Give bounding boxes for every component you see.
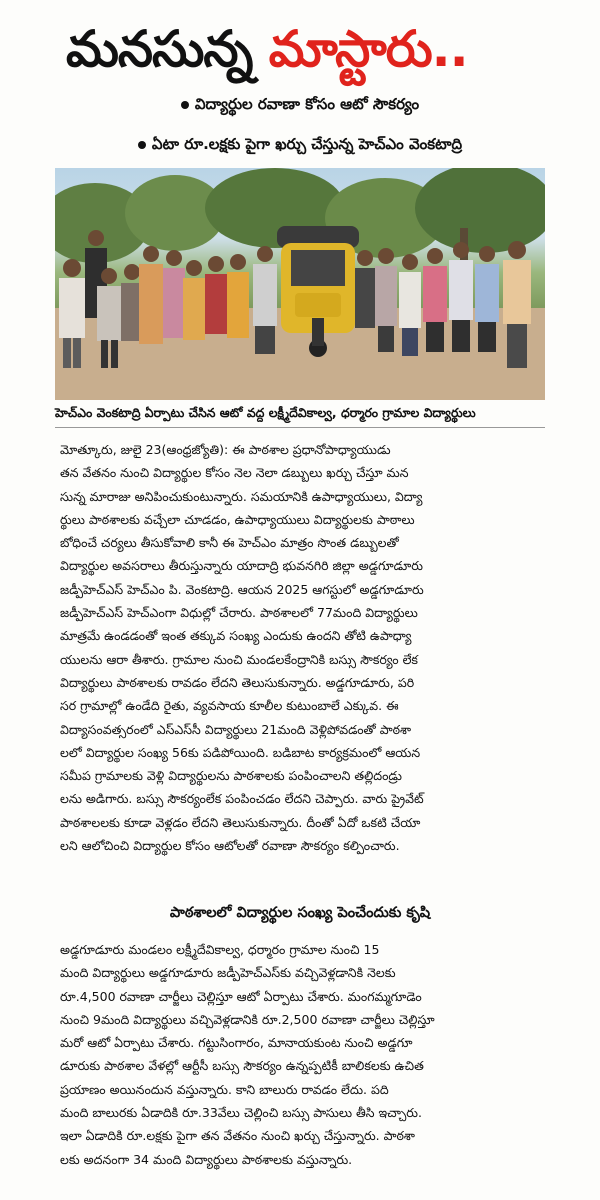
bullet-1 [0, 95, 600, 117]
text-line: యులను ఆరా తీశారు. గ్రామాల నుంచి మండలకేంద్రానికి బస్సు సౌకర్యం లేక [60, 651, 418, 667]
article-photo [55, 168, 545, 400]
headline [66, 14, 536, 84]
text-line: ప్రయాణం అయినందున వస్తున్నారు. కాని బాలురు రావడం లేదు. పది [60, 1081, 389, 1097]
text-line: మంది బాలురకు ఏడాదికి రూ.33వేలు చెల్లించి బస్సు పాసులు తీసి ఇచ్చారు. [60, 1105, 422, 1121]
text-line: లని ఆలోచించి విద్యార్థుల కోసం ఆటోలతో రవాణా సౌకర్యం కల్పించారు. [60, 838, 400, 854]
bullet-2 [0, 135, 600, 157]
bullet-dot-icon [181, 101, 189, 109]
bullet-1-text: విద్యార్థుల రవాణా కోసం ఆటో సౌకర్యం [194, 95, 420, 113]
text-line: జడ్పీహెచ్‌ఎస్ హెచ్‌ఎం పి. వెంకటాద్రి. ఆయన 2025 ఆగస్టులో అడ్డగూడూరు [60, 581, 424, 597]
photo-caption: హెచ్‌ఎం వెంకటాద్రి ఏర్పాటు చేసిన ఆటో వద్ద లక్ష్మీదేవికాల్వ, ధర్మారం గ్రామాల విద్యార్థులు [55, 405, 545, 428]
text-line: రూ.4,500 రవాణా చార్జీలు చెల్లిస్తూ ఆటో ఏర్పాటు చేశారు. మంగమ్మగూడెం [60, 988, 422, 1004]
text-line: విద్యాసంవత్సరంలో ఎస్ఎస్‌సీ విద్యార్థులు 21మంది వెళ్లిపోవడంతో పాఠశా [60, 721, 412, 737]
text-line: సమీప గ్రామాలకు వెళ్లి విద్యార్థులను పాఠశాలకు పంపించాలని తల్లిదండ్రు [60, 768, 402, 784]
text-line: తన వేతనం నుంచి విద్యార్థుల కోసం నెల నెలా డబ్బులు ఖర్చు చేస్తూ మన [60, 465, 409, 481]
headline-black-part: మనసున్న [66, 20, 253, 78]
article-paragraph-2 [60, 938, 546, 1171]
text-line: జడ్పీహెచ్‌ఎస్ హెచ్‌ఎంగా విధుల్లో చేరారు. పాఠశాలలో 77మంది విద్యార్థులు [60, 605, 418, 621]
bullet-2-text: ఏటా రూ.లక్షకు పైగా ఖర్చు చేస్తున్న హెచ్‌ఎం వెంకటాద్రి [151, 135, 463, 153]
bullet-dot-icon [138, 141, 146, 149]
text-line: ర్థులు పాఠశాలకు వచ్చేలా చూడడం, ఉపాధ్యాయులు విద్యార్థులకు పాఠాలు [60, 511, 415, 527]
photo-illustration [55, 168, 545, 400]
text-line: సున్న మారాజు అనిపించుకుంటున్నారు. సమయానికి ఉపాధ్యాయులు, విద్యా [60, 488, 423, 504]
text-line: లకు అదనంగా 34 మంది విద్యార్థులు పాఠశాలకు వస్తున్నారు. [60, 1151, 353, 1167]
text-line: నుంచి 9మంది విద్యార్థులు వచ్చివెళ్లడానికి రూ.2,500 రవాణా చార్జీలు చెల్లిస్తూ [60, 1011, 435, 1027]
text-line: మరో ఆటో ఏర్పాటు చేశారు. గట్టుసింగారం, మానాయకుంట నుంచి అడ్డగూ [60, 1035, 413, 1051]
text-line: లను అడిగారు. బస్సు సౌకర్యంలేక పంపించడం లేదని చెప్పారు. వారు ప్రైవేట్ [60, 791, 424, 807]
text-line: మాత్రమే ఉండడంతో ఇంత తక్కువ సంఖ్య ఎందుకు ఉందని తోటి ఉపాధ్యా [60, 628, 412, 644]
text-line: ఇలా ఏడాదికి రూ.లక్షకు పైగా తన వేతనం నుంచి ఖర్చు చేస్తున్నారు. పాఠశా [60, 1128, 415, 1144]
text-line: బోధించే చర్యలు తీసుకోవాలి కానీ ఈ హెచ్‌ఎం మాత్రం సొంత డబ్బులతో [60, 535, 399, 551]
text-line: సర గ్రామాల్లో ఉండేది రైతు, వ్యవసాయ కూలీల కుటుంబాలే ఎక్కువ. ఈ [60, 698, 399, 714]
subheading: పాఠశాలలో విద్యార్థుల సంఖ్య పెంచేందుకు కృషి [169, 905, 431, 921]
headline-red-part: మాస్టారు.. [268, 20, 468, 78]
text-line: అడ్డగూడూరు మండలం లక్ష్మీదేవికాల్వ, ధర్మారం గ్రామాల నుంచి 15 [60, 942, 380, 957]
text-line: విద్యార్థుల అవసరాలు తీరుస్తున్నారు యాదాద్రి భువనగిరి జిల్లా అడ్డగూడూరు [60, 558, 423, 574]
text-line: లలో విద్యార్థుల సంఖ్య 56కు పడిపోయింది. బడిబాట కార్యక్రమంలో ఆయన [60, 744, 421, 760]
text-line: విద్యార్థులు పాఠశాలకు రావడం లేదని తెలుసుకున్నారు. అడ్డగూడూరు, పరి [60, 674, 415, 690]
text-line: పాఠశాలలకు కూడా వెళ్లడం లేదని తెలుసుకున్నారు. దీంతో ఏదో ఒకటి చేయా [60, 814, 421, 830]
text-line: మంది విద్యార్థులు అడ్డగూడూరు జడ్పీహెచ్‌ఎస్‌కు వచ్చివెళ్లడానికి నెలకు [60, 965, 396, 981]
text-line: డూరుకు పాఠశాల వేళల్లో ఆర్టీసీ బస్సు సౌకర్యం ఉన్నప్పటికీ బాలికలకు ఉచిత [60, 1058, 424, 1074]
article-paragraph-1 [60, 438, 546, 857]
text-line: మోత్కూరు, జులై 23(ఆంధ్రజ్యోతి): ఈ పాఠశాల ప్రధానోపాధ్యాయుడు [60, 442, 391, 457]
